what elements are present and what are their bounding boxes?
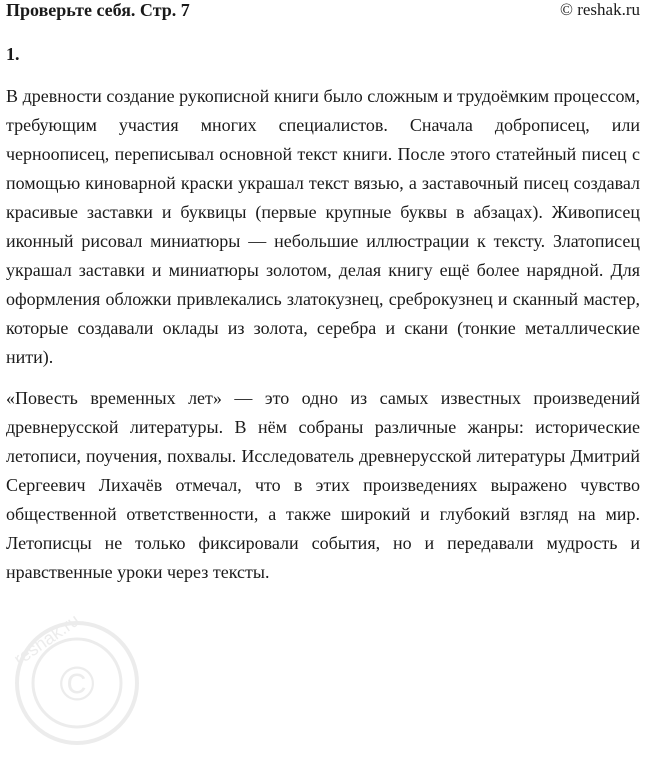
page-title: Проверьте себя. Стр. 7 xyxy=(6,0,190,20)
paragraph: В древности создание рукописной книги было сложным и трудоёмким процессом, требующим участия многих специалистов. Сначала доброписец, или черноописец, переписывал основной текст книги. После этого статейный писец с помощью киноварной краски украшал текст вязью, а заставочный писец создавал красивые заставки и буквицы (первые крупные буквы в абзацах). Живописец иконный рисовал миниатюры — небольшие иллюстрации к тексту. Златописец украшал заставки и миниатюры золотом, делая книгу ещё более нарядной. Для оформления обложки привлекались златокузнец, среброкузнец и сканный мастер, которые создавали оклады из золота, серебра и скани (тонкие металлические нити). xyxy=(6,86,640,367)
answer-text xyxy=(6,82,640,599)
svg-text:reshak.ru: reshak.ru xyxy=(10,609,84,670)
page-header xyxy=(6,0,640,22)
task-number: 1. xyxy=(6,44,20,64)
paragraph: «Повесть временных лет» — это одно из самых известных произведений древнерусской литературы. В нём собраны различные жанры: исторические летописи, поучения, похвалы. Исследователь древнерусской литературы Дмитрий Сергеевич Лихачёв отмечал, что в этих произведениях выражено чувство общественной ответственности, а также широкий и глубокий взгляд на мир. Летописцы не только фиксировали события, но и передавали мудрость и нравственные уроки через тексты. xyxy=(6,388,640,582)
reshak-watermark-logo xyxy=(2,608,152,758)
svg-text:©: © xyxy=(59,658,95,711)
site-credit[interactable]: © reshak.ru xyxy=(560,0,640,19)
